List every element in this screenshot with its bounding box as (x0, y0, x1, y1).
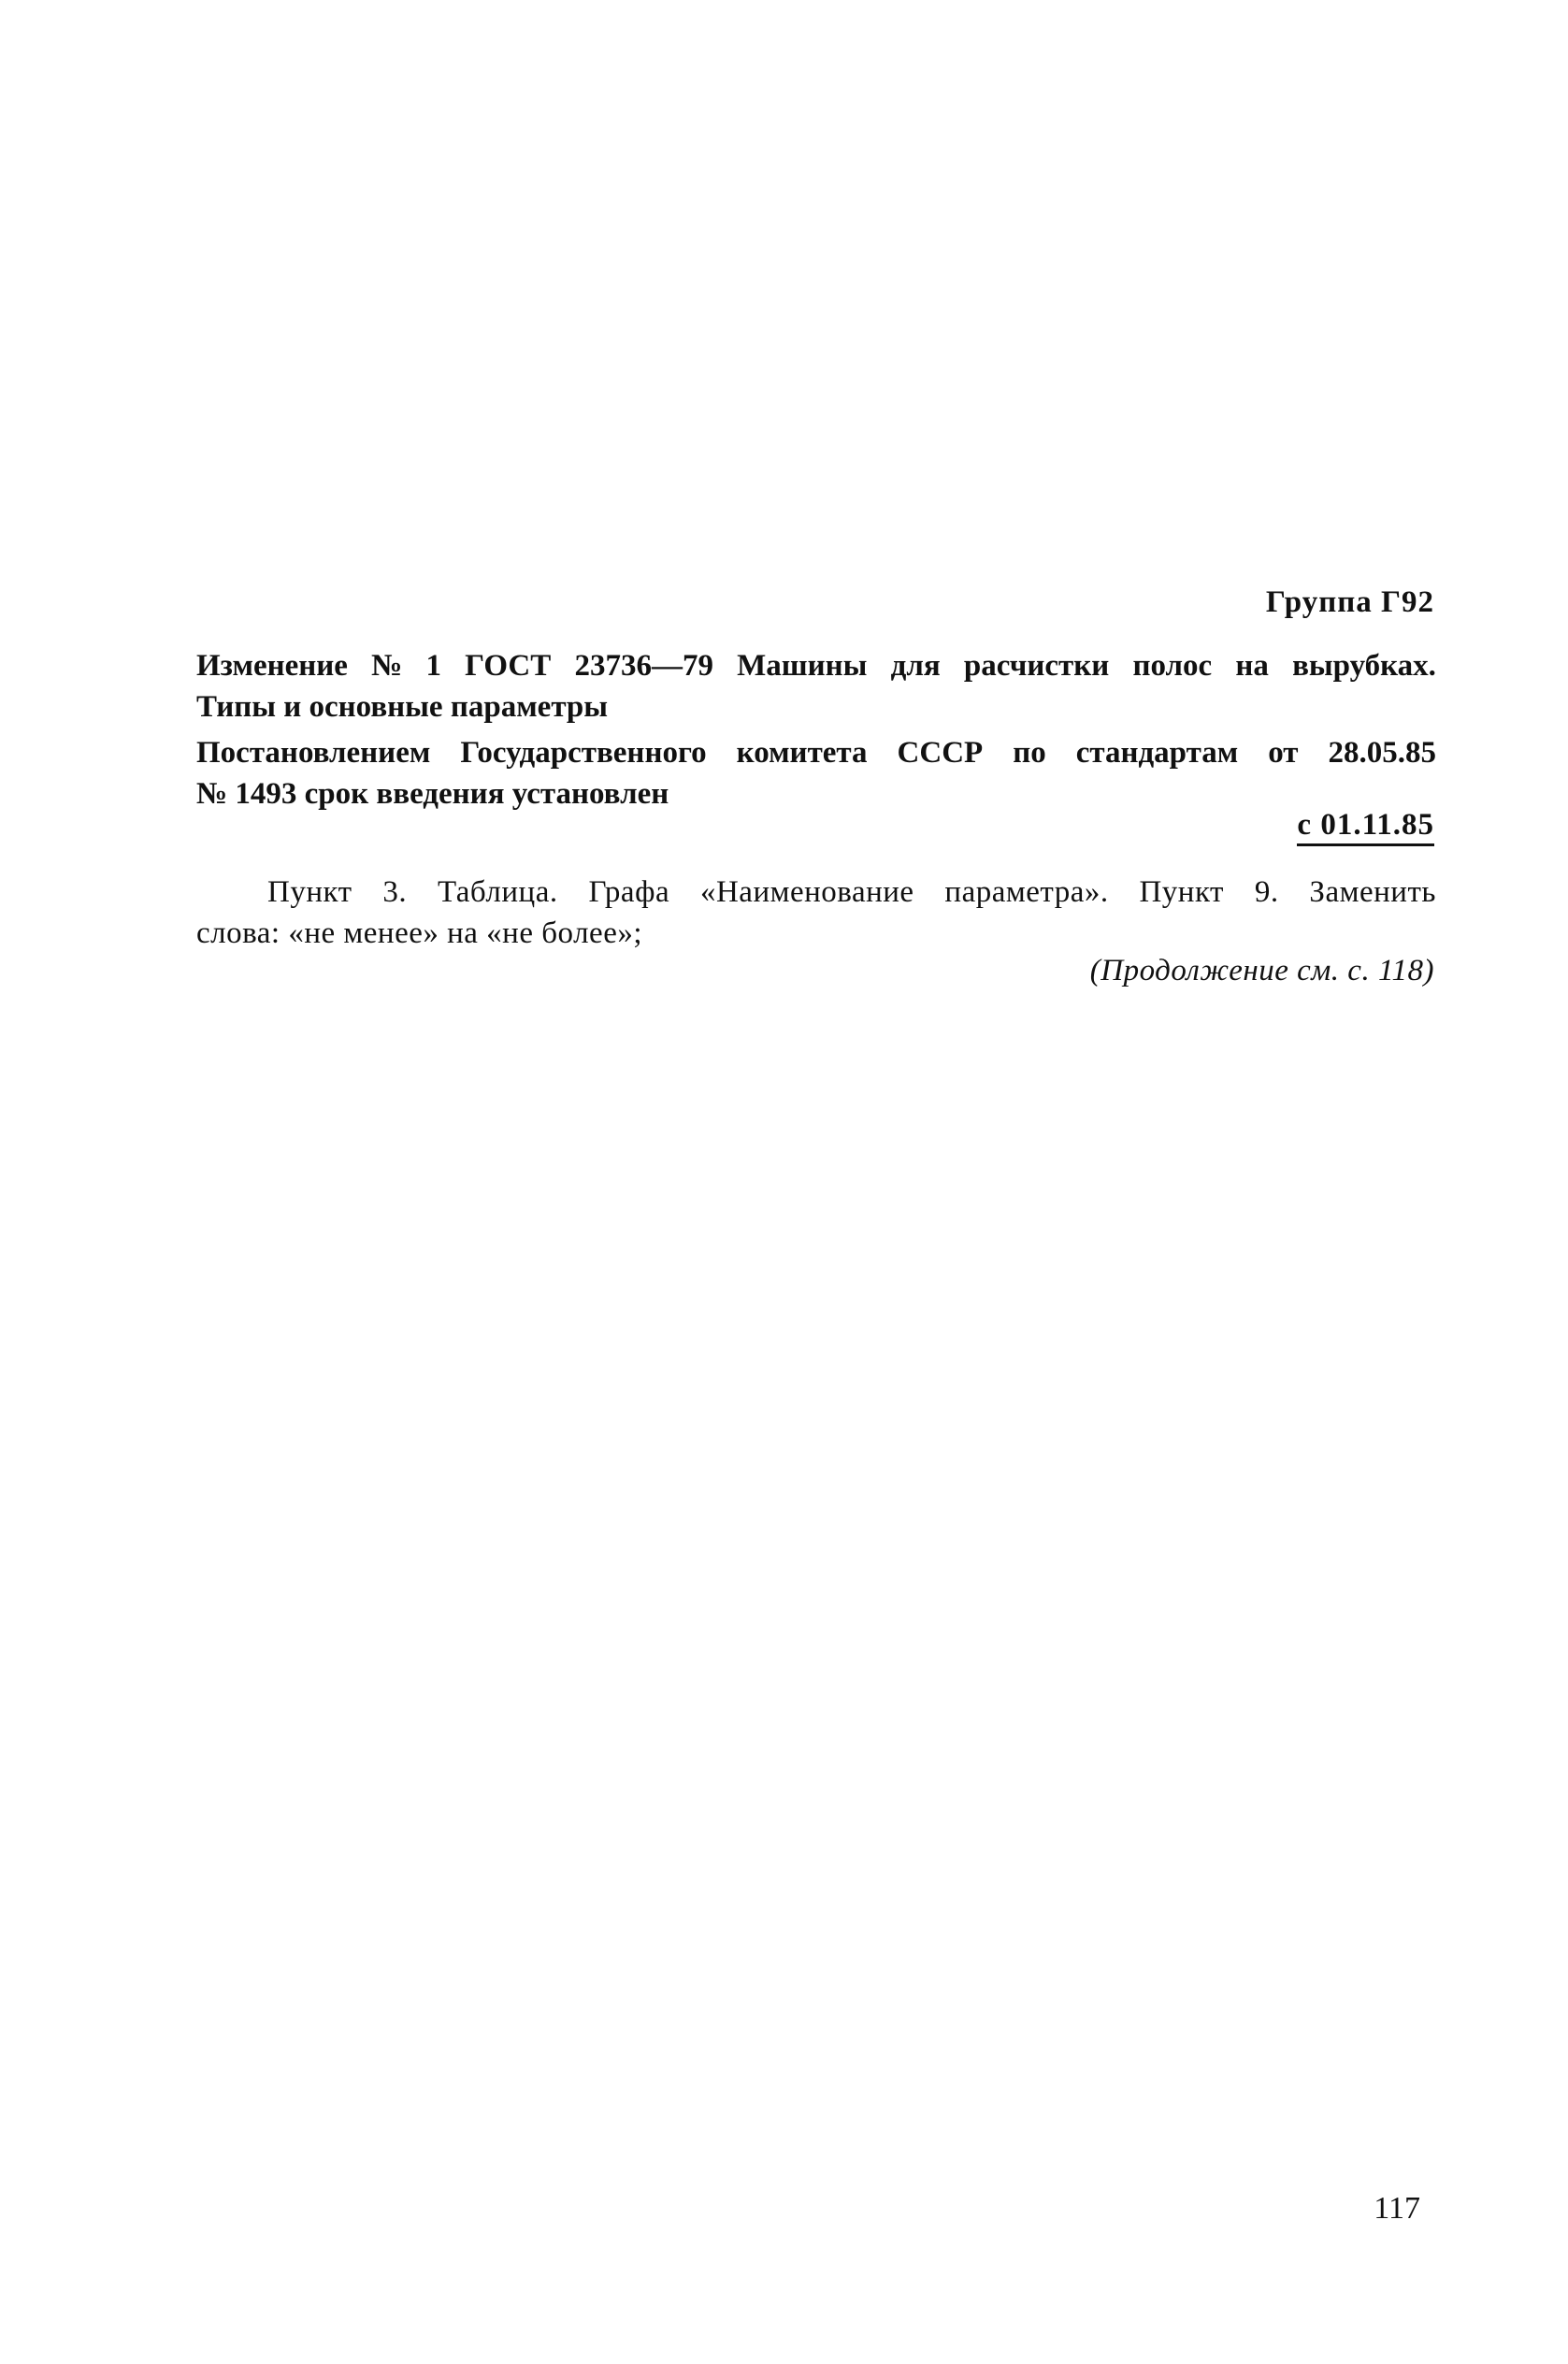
decree-word: от (1268, 736, 1299, 770)
decree-word: по (1013, 736, 1046, 770)
amendment-title (196, 645, 1436, 728)
body-word: «Наименование (699, 875, 914, 909)
amendment-title-line-1 (196, 645, 1436, 686)
decree-word: стандартам (1075, 736, 1239, 770)
amendment-word: ГОСТ (465, 649, 552, 683)
decree-word: комитета (736, 736, 868, 770)
body-word: параметра». (944, 875, 1109, 909)
amendment-word: для (890, 649, 941, 683)
body-word: Заменить (1309, 875, 1436, 909)
body-word: Графа (588, 875, 670, 909)
body-word: Пункт (1139, 875, 1224, 909)
decree-word: Государственного (460, 736, 707, 770)
amendment-word: вырубках. (1292, 649, 1436, 683)
amendment-body (196, 872, 1436, 954)
body-word: 9. (1254, 875, 1279, 909)
amendment-word: на (1235, 649, 1269, 683)
decree-line-2: № 1493 срок введения установлен (196, 777, 669, 811)
decree-word: СССР (897, 736, 984, 770)
body-word: Пункт (267, 875, 352, 909)
decree-line-1 (196, 732, 1436, 773)
amendment-title-line-2: Типы и основные параметры (196, 690, 609, 724)
page-number: 117 (1374, 2191, 1420, 2226)
effective-date: с 01.11.85 (1297, 806, 1434, 846)
continuation-note: (Продолжение см. с. 118) (1089, 954, 1434, 987)
amendment-word: 23736—79 (574, 649, 713, 683)
amendment-word: Изменение (196, 649, 348, 683)
body-word: Таблица. (437, 875, 558, 909)
decree-word: 28.05.85 (1328, 736, 1436, 770)
amendment-word: расчистки (963, 649, 1110, 683)
body-line-2: слова: «не менее» на «не более»; (196, 916, 643, 950)
amendment-word: полос (1132, 649, 1213, 683)
amendment-word: Машины (737, 649, 868, 683)
group-label: Группа Г92 (1265, 585, 1434, 619)
amendment-word: № (371, 649, 403, 683)
amendment-word: 1 (425, 649, 441, 683)
body-line-1 (196, 872, 1436, 913)
body-word: 3. (382, 875, 408, 909)
decree-word: Постановлением (196, 736, 431, 770)
decree-statement (196, 732, 1436, 814)
